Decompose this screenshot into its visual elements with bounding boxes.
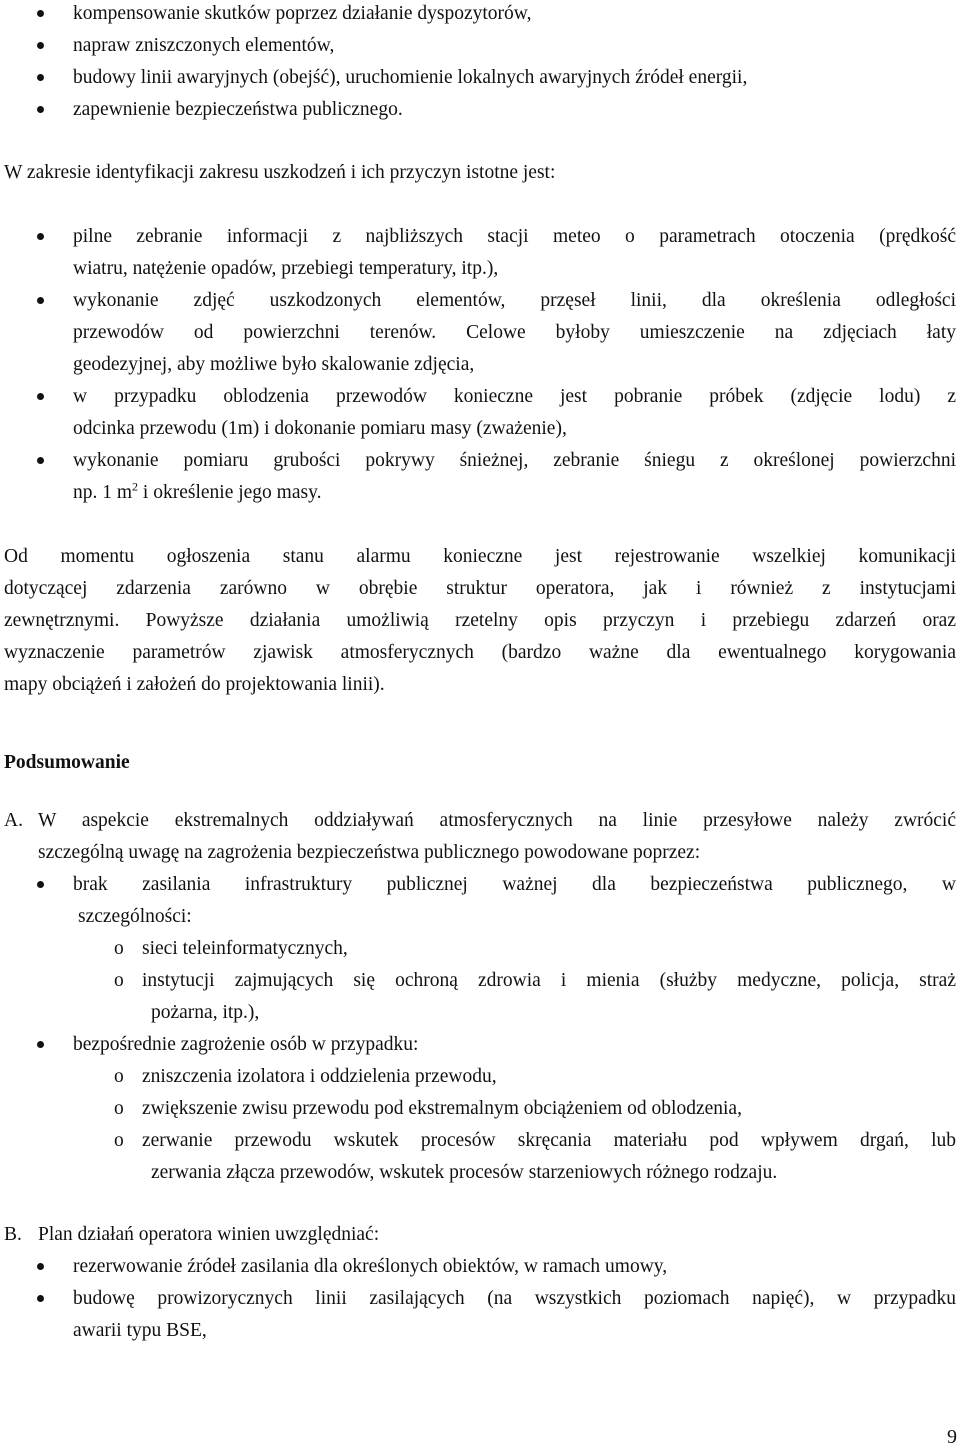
bullet-icon — [37, 1263, 44, 1270]
paragraph-line: zewnętrznymi. Powyższe działania umożliwią rzetelny opis przyczyn i przebiegu zdarzeń oraz — [4, 610, 956, 631]
list-item-line: przewodów od powierzchni terenów. Celowe byłoby umieszczenie na zdjęciach łaty — [73, 322, 956, 343]
text-fragment: np. 1 m — [73, 482, 133, 503]
bullet-icon — [37, 1295, 44, 1302]
list-item-line — [73, 477, 321, 509]
sublist-item-line: instytucji zajmujących się ochroną zdrowia i mienia (służby medyczne, policja, straż — [142, 970, 956, 991]
sub-bullet-marker: o — [114, 1098, 124, 1119]
sublist-item-line: zerwania złącza przewodów, wskutek procesów starzeniowych różnego rodzaju. — [151, 1162, 778, 1183]
list-item-line: awarii typu BSE, — [73, 1320, 207, 1341]
list-item-line: szczególności: — [78, 906, 192, 927]
list-item-line: bezpośrednie zagrożenie osób w przypadku: — [73, 1034, 419, 1055]
bullet-icon — [37, 457, 44, 464]
bullet-icon — [37, 297, 44, 304]
bullet-icon — [37, 74, 44, 81]
bullet-icon — [37, 393, 44, 400]
list-item-line: brak zasilania infrastruktury publicznej ważnej dla bezpieczeństwa publicznego, w — [73, 874, 956, 895]
paragraph-line: dotyczącej zdarzenia zarówno w obrębie struktur operatora, jak i również z instytucjami — [4, 578, 956, 599]
text-fragment: i określenie jego masy. — [138, 482, 322, 503]
section-heading: Podsumowanie — [4, 752, 130, 773]
bullet-icon — [37, 106, 44, 113]
list-item: budowy linii awaryjnych (obejść), uruchomienie lokalnych awaryjnych źródeł energii, — [73, 67, 748, 88]
list-item-line: rezerwowanie źródeł zasilania dla określonych obiektów, w ramach umowy, — [73, 1256, 668, 1277]
paragraph-line: wyznaczenie parametrów zjawisk atmosferycznych (bardzo ważne dla ewentualnego korygowania — [4, 642, 956, 663]
bullet-icon — [37, 1041, 44, 1048]
paragraph-line: Plan działań operatora winien uwzględniać: — [38, 1224, 380, 1245]
paragraph-line: W aspekcie ekstremalnych oddziaływań atmosferycznych na linie przesyłowe należy zwrócić — [38, 810, 956, 831]
sublist-item-line: zerwanie przewodu wskutek procesów skręcania materiału pod wpływem drgań, lub — [142, 1130, 956, 1151]
list-item: kompensowanie skutków poprzez działanie dyspozytorów, — [73, 3, 532, 24]
list-item-line: budowę prowizorycznych linii zasilających (na wszystkich poziomach napięć), w przypadku — [73, 1288, 956, 1309]
list-item: zapewnienie bezpieczeństwa publicznego. — [73, 99, 403, 120]
sub-bullet-marker: o — [114, 938, 124, 959]
section-label: A. — [4, 810, 23, 831]
list-item-line: w przypadku oblodzenia przewodów konieczne jest pobranie próbek (zdjęcie lodu) z — [73, 386, 956, 407]
paragraph-line: Od momentu ogłoszenia stanu alarmu konieczne jest rejestrowanie wszelkiej komunikacji — [4, 546, 956, 567]
paragraph-line: mapy obciążeń i założeń do projektowania linii). — [4, 674, 385, 695]
sublist-item: sieci teleinformatycznych, — [142, 938, 348, 959]
sublist-item: zwiększenie zwisu przewodu pod ekstremalnym obciążeniem od oblodzenia, — [142, 1098, 742, 1119]
list-item-line: pilne zebranie informacji z najbliższych stacji meteo o parametrach otoczenia (prędkość — [73, 226, 956, 247]
sub-bullet-marker: o — [114, 970, 124, 991]
superscript: 2 — [132, 479, 139, 494]
paragraph-line: szczególną uwagę na zagrożenia bezpieczeństwa publicznego powodowane poprzez: — [38, 842, 701, 863]
list-item-line: wiatru, natężenie opadów, przebiegi temperatury, itp.), — [73, 258, 499, 279]
page-number: 9 — [947, 1426, 957, 1448]
bullet-icon — [37, 233, 44, 240]
identification-intro: W zakresie identyfikacji zakresu uszkodzeń i ich przyczyn istotne jest: — [4, 162, 556, 183]
list-item-line: wykonanie zdjęć uszkodzonych elementów, przęseł linii, dla określenia odległości — [73, 290, 956, 311]
bullet-icon — [37, 10, 44, 17]
list-item-line: wykonanie pomiaru grubości pokrywy śnieżnej, zebranie śniegu z określonej powierzchni — [73, 450, 956, 471]
bullet-icon — [37, 881, 44, 888]
list-item-line: geodezyjnej, aby możliwe było skalowanie zdjęcia, — [73, 354, 475, 375]
sublist-item: zniszczenia izolatora i oddzielenia przewodu, — [142, 1066, 497, 1087]
sublist-item-line: pożarna, itp.), — [151, 1002, 260, 1023]
bullet-icon — [37, 42, 44, 49]
sub-bullet-marker: o — [114, 1130, 124, 1151]
list-item: napraw zniszczonych elementów, — [73, 35, 335, 56]
sub-bullet-marker: o — [114, 1066, 124, 1087]
list-item-line: odcinka przewodu (1m) i dokonanie pomiaru masy (zważenie), — [73, 418, 567, 439]
section-label: B. — [4, 1224, 22, 1245]
